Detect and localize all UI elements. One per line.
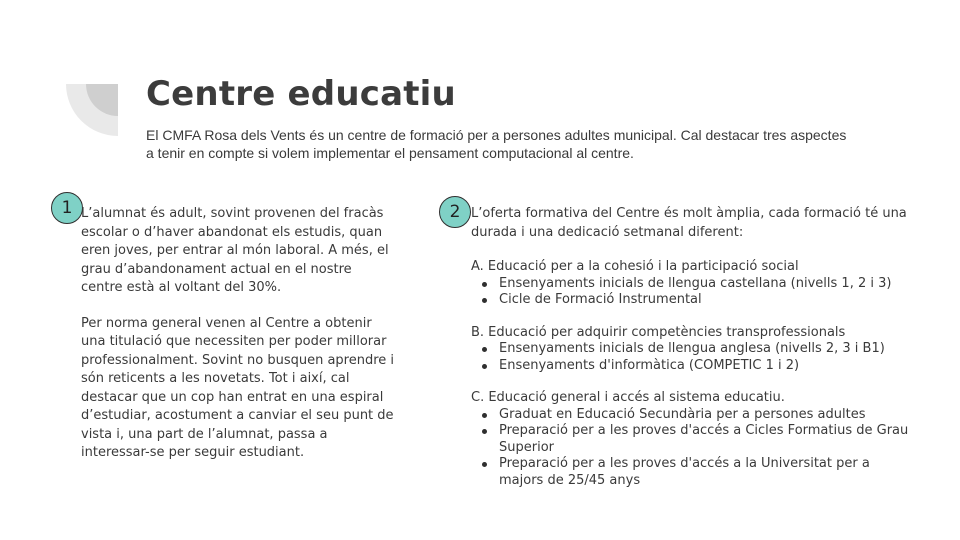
list-item: Graduat en Educació Secundària per a persones adultes (471, 407, 911, 424)
number-badge-1: 1 (51, 192, 83, 224)
bullet-list (471, 341, 911, 374)
right-column (471, 205, 911, 505)
section-heading: C. Educació general i accés al sistema educatiu. (471, 390, 785, 405)
left-column (81, 205, 396, 480)
page-title: Centre educatiu (146, 74, 456, 114)
page-subtitle: El CMFA Rosa dels Vents és un centre de formació per a persones adultes municipal. Cal destacar tres aspectes a tenir en compte si volem implementar el pensament computacional al centre. (146, 127, 847, 161)
list-item: Ensenyaments d'informàtica (COMPETIC 1 i 2) (471, 358, 911, 375)
section-b (471, 325, 911, 375)
bullet-list (471, 407, 911, 490)
number-badge-2: 2 (439, 196, 471, 228)
left-paragraph: L’alumnat és adult, sovint provenen del fracàs escolar o d’haver abandonat els estudis, quan eren joves, per entrar al món laboral. A més, el grau d’abandonament actual en el nostre centre està al voltant del 30%. (81, 206, 389, 295)
list-item: Ensenyaments inicials de llengua anglesa (nivells 2, 3 i B1) (471, 341, 911, 358)
section-heading: B. Educació per adquirir competències transprofessionals (471, 324, 846, 340)
corner-decoration (0, 0, 130, 140)
left-paragraph: Per norma general venen al Centre a obtenir una titulació que necessiten per poder millorar professionalment. Sovint no busquen aprendre i són reticents a les novetats. Tot i així, cal destacar que un cop han entrat en una espiral d’estudiar, acostument a canviar el seu punt de vista i, una part de l’alumnat, passa a interessar-se per seguir estudiant. (81, 315, 395, 460)
list-item: Ensenyaments inicials de llengua castellana (nivells 1, 2 i 3) (471, 276, 911, 293)
section-a (471, 259, 911, 309)
section-heading: A. Educació per a la cohesió i la participació social (471, 259, 799, 274)
bullet-list (471, 276, 911, 309)
section-c (471, 390, 911, 489)
right-intro: L’oferta formativa del Centre és molt àmplia, cada formació té una durada i una dedicació setmanal diferent: (471, 206, 907, 240)
list-item: Preparació per a les proves d'accés a Cicles Formatius de Grau Superior (471, 423, 911, 456)
list-item: Preparació per a les proves d'accés a la Universitat per a majors de 25/45 anys (471, 456, 911, 489)
list-item: Cicle de Formació Instrumental (471, 292, 911, 309)
